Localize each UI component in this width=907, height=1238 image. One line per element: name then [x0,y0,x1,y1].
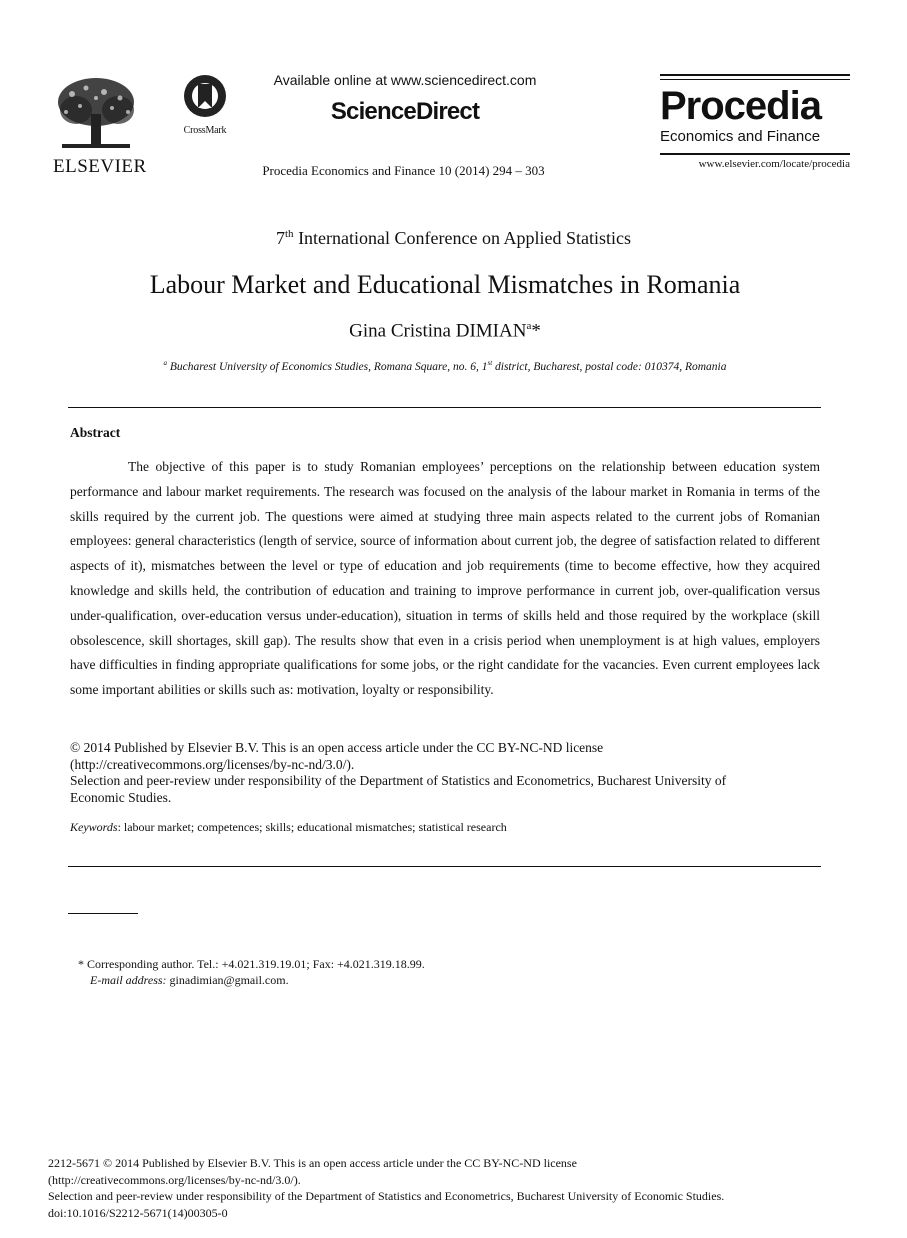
affiliation-ordinal-sup: st [487,359,493,367]
conference-ordinal-sup: th [285,228,294,240]
affiliation [0,359,890,373]
bottom-line: Selection and peer-review under responsibility of the Department of Statistics and Econometrics, Bucharest University of Economic Studies. [48,1189,725,1203]
email-line [78,972,425,988]
procedia-bar [660,74,850,76]
affiliation-text: Bucharest University of Economics Studies, Romana Square, no. 6, 1 [167,360,488,373]
abstract-body [70,455,820,703]
keywords-label: Keywords [70,820,118,834]
license-line: Economic Studies. [70,789,172,805]
journal-reference: Procedia Economics and Finance 10 (2014) 294 – 303 [262,163,545,178]
procedia-subtitle: Economics and Finance [660,128,821,145]
doi[interactable]: doi:10.1016/S2212-5671(14)00305-0 [48,1205,228,1220]
license-link[interactable]: (http://creativecommons.org/licenses/by-nc-nd/3.0/). [70,756,355,772]
available-online: Available online at www.sciencedirect.com [273,72,537,88]
bottom-line: 2212-5671 © 2014 Published by Elsevier B.V. This is an open access article under the CC BY-NC-ND license [48,1156,577,1170]
keywords-text: : labour market; competences; skills; educational mismatches; statistical research [117,820,507,834]
footnote-rule [68,913,138,914]
elsevier-tree-icon [52,74,140,154]
crossmark-logo[interactable] [176,74,234,134]
author-affil-sup: a [526,320,532,332]
email-label: E-mail address: [90,973,167,987]
author [0,320,890,342]
divider [68,866,821,867]
author-name: Gina Cristina DIMIAN [349,320,527,342]
crossmark-icon [183,74,227,118]
procedia-bar [660,79,850,80]
conference-title: International Conference on Applied Statistics [293,228,631,248]
bottom-license-link[interactable]: (http://creativecommons.org/licenses/by-nc-nd/3.0/). [48,1172,301,1187]
procedia-logo [660,74,850,170]
elsevier-logo [52,74,147,178]
divider [68,407,821,408]
corresponding-author: * Corresponding author. Tel.: +4.021.319.19.01; Fax: +4.021.319.18.99. [78,957,425,971]
procedia-bar [660,153,850,155]
abstract-text: The objective of this paper is to study Romanian employees’ perceptions on the relationship between education system performance and labour market requirements. The research was focused on the analysis of the labour market in Romania in terms of the skills required by the current job. The questions were aimed at studying three main aspects related to the current jobs of Romanian employees: general characteristics (length of service, source of information about current job, the degree of satisfaction related to different aspects of it), mismatches between the level or type of education and job requirements (time to become effective, how they acquired knowledge and skills held, the contribution of education and training to improve performance in current job, over-qualification versus under-qualification, over-education versus under-education), situation in terms of skills held and those required by the workplace (skill obsolescence, skill shortages, skill gap). The results show that even in a crisis period when unemployment is at high values, employers have difficulties in finding appropriate qualifications for some jobs, or the right candidate for the vacancies. Even current employees lack some important abilities or skills such as: motivation, loyalty or responsibility. [70,459,820,698]
license-block [70,740,820,806]
abstract-heading: Abstract [70,425,121,440]
keywords [70,820,507,835]
publisher-name: ELSEVIER [53,156,147,177]
bottom-license [48,1155,868,1221]
affiliation-sup: a [163,359,167,367]
procedia-url[interactable]: www.elsevier.com/locate/procedia [698,158,850,170]
crossmark-label: CrossMark [183,125,227,136]
email-address[interactable]: ginadimian@gmail.com. [166,973,289,987]
footnote [78,956,425,988]
license-line: Selection and peer-review under responsibility of the Department of Statistics and Econometrics, Bucharest University of [70,773,727,788]
sciencedirect-logo: ScienceDirect [330,98,480,125]
conference-ordinal: 7 [276,228,285,248]
author-corresponding-mark: * [531,320,541,342]
conference-name [0,228,907,249]
paper-title: Labour Market and Educational Mismatches in Romania [149,270,741,299]
license-line: © 2014 Published by Elsevier B.V. This is an open access article under the CC BY-NC-ND license [70,740,604,755]
affiliation-text-end: district, Bucharest, postal code: 010374, Romania [492,360,727,373]
procedia-name: Procedia [660,84,821,128]
